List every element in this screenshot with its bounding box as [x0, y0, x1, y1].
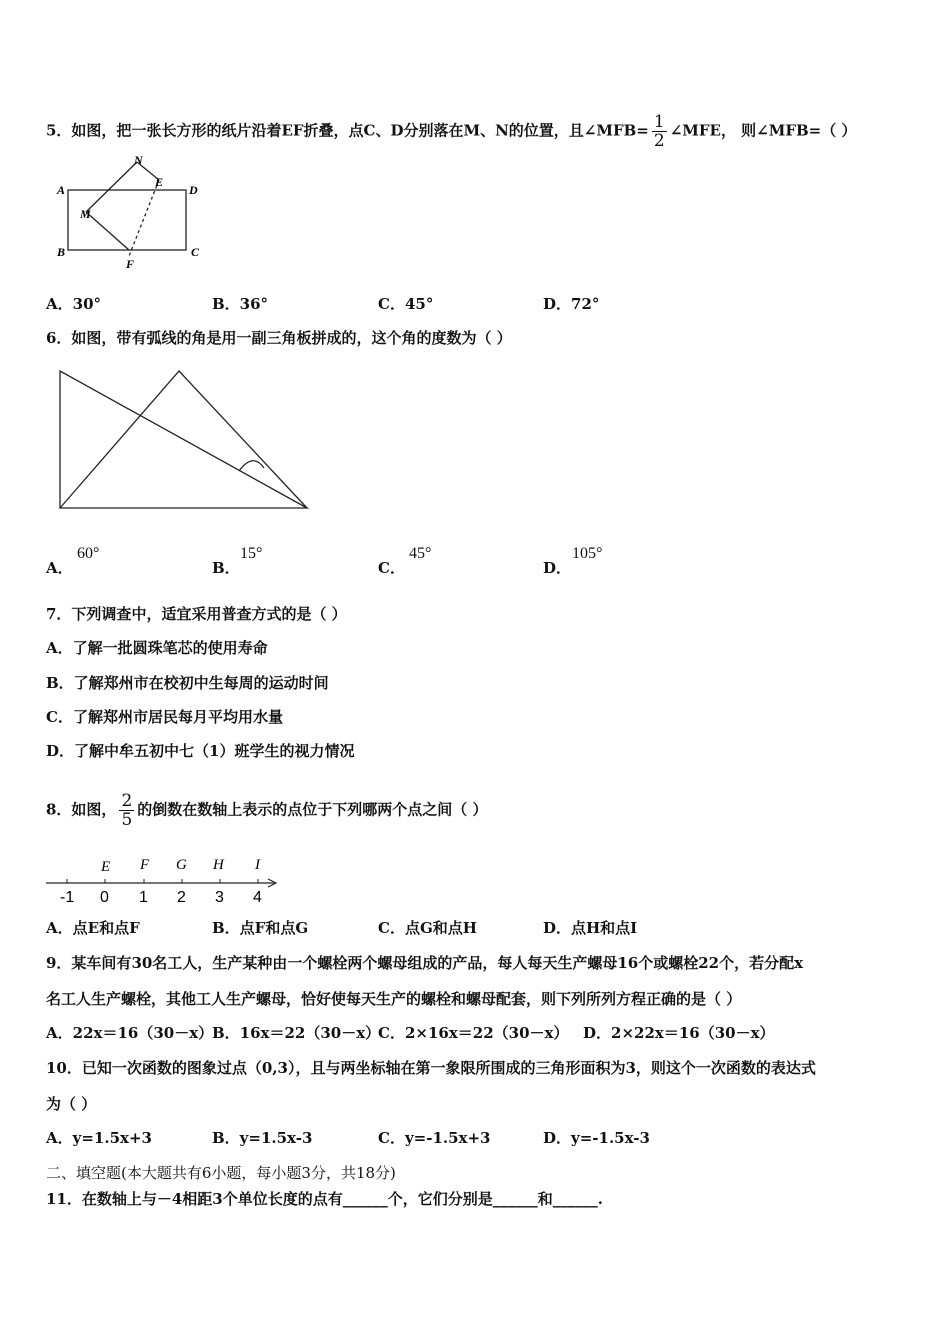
q7-option-a[interactable]: A．了解一批圆珠笔芯的使用寿命	[46, 639, 268, 657]
question-8-stem	[46, 792, 488, 829]
q5-label-c: C	[191, 245, 200, 259]
q6-option-c[interactable]: C．	[378, 559, 405, 577]
q5-option-d[interactable]: D．72°	[543, 295, 600, 313]
q8-option-d[interactable]: D．点H和点I	[543, 919, 638, 937]
q8-frac-num: 2	[121, 791, 133, 811]
section-2-heading: 二、填空题(本大题共有6小题，每小题3分，共18分)	[46, 1164, 396, 1182]
q9-option-a[interactable]: A．22x＝16（30－x）	[46, 1024, 214, 1042]
q5-text-after: ∠MFE， 则∠MFB=（ ）	[669, 121, 857, 140]
question-9-stem-line2: 名工人生产螺栓，其他工人生产螺母，恰好使每天生产的螺栓和螺母配套，则下列所列方程正确的是（ ）	[46, 990, 742, 1008]
q5-label-m: M	[80, 207, 91, 221]
q6-option-b-value: 15°	[240, 545, 263, 562]
q8-frac-den: 5	[121, 810, 133, 830]
question-5-stem	[46, 113, 856, 150]
q5-text-before: 5．如图，把一张长方形的纸片沿着EF折叠，点C、D分别落在M、N的位置，且∠MFB=	[46, 121, 649, 140]
q8-option-a[interactable]: A．点E和点F	[46, 919, 140, 937]
question-10-stem-line2: 为（ ）	[46, 1095, 97, 1113]
q9-option-d[interactable]: D．2×22x＝16（30－x）	[583, 1024, 775, 1042]
q7-option-d[interactable]: D．了解中牟五初中七（1）班学生的视力情况	[46, 742, 355, 760]
q5-line-mn	[86, 162, 137, 212]
q5-label-f: F	[126, 257, 135, 271]
q8-letter-f: F	[140, 857, 150, 873]
q8-option-b[interactable]: B．点F和点G	[212, 919, 309, 937]
question-9-stem-line1: 9．某车间有30名工人，生产某种由一个螺栓两个螺母组成的产品，每人每天生产螺母16个或螺栓22个，若分配x	[46, 954, 804, 972]
q6-option-b[interactable]: B．	[212, 559, 240, 577]
q5-fold-line-ef	[129, 180, 159, 256]
question-7-stem: 7．下列调查中，适宜采用普查方式的是（ ）	[46, 605, 347, 623]
q5-frac-den: 2	[653, 131, 665, 151]
q6-triangle-1	[60, 371, 307, 508]
q7-option-b[interactable]: B．了解郑州市在校初中生每周的运动时间	[46, 674, 329, 692]
q6-option-d-value: 105°	[572, 545, 603, 562]
question-6-stem: 6．如图，带有弧线的角是用一副三角板拼成的，这个角的度数为（ ）	[46, 329, 512, 347]
q8-num-2: 2	[177, 889, 186, 906]
q5-line-mf	[86, 212, 129, 250]
question-10-stem-line1: 10．已知一次函数的图象过点（0,3），且与两坐标轴在第一象限所围成的三角形面积为3，则这个一次函数的表达式	[46, 1059, 816, 1077]
q8-text-before: 8．如图，	[46, 800, 117, 819]
q8-letter-g: G	[176, 857, 187, 873]
q10-option-d[interactable]: D．y=-1.5x-3	[543, 1129, 650, 1147]
q9-option-b[interactable]: B．16x＝22（30－x）	[212, 1024, 381, 1042]
q8-num-1: 1	[139, 889, 148, 906]
q5-label-a: A	[57, 183, 66, 197]
q10-option-c[interactable]: C．y=-1.5x+3	[378, 1129, 491, 1147]
q7-option-c[interactable]: C．了解郑州市居民每月平均用水量	[46, 708, 283, 726]
q6-triangle-set-figure	[55, 366, 315, 516]
q5-label-d: D	[189, 183, 198, 197]
q8-text-after: 的倒数在数轴上表示的点位于下列哪两个点之间（ ）	[137, 800, 488, 819]
q6-option-a[interactable]: A．	[46, 559, 73, 577]
q8-number-line-figure	[40, 852, 290, 907]
q5-folded-rectangle-figure	[52, 152, 212, 272]
q8-letter-i: I	[255, 857, 260, 873]
q6-angle-arc	[239, 461, 264, 471]
q5-label-b: B	[57, 245, 66, 259]
q5-fraction	[652, 113, 667, 150]
q8-letter-h: H	[213, 857, 224, 873]
q5-label-e: E	[155, 175, 164, 189]
q5-option-c[interactable]: C．45°	[378, 295, 434, 313]
q6-option-a-value: 60°	[77, 545, 100, 562]
q9-option-c[interactable]: C．2×16x＝22（30－x）	[378, 1024, 569, 1042]
q6-option-d[interactable]: D．	[543, 559, 572, 577]
q5-option-b[interactable]: B．36°	[212, 295, 269, 313]
q5-option-a[interactable]: A．30°	[46, 295, 102, 313]
q8-option-c[interactable]: C．点G和点H	[378, 919, 477, 937]
q10-option-b[interactable]: B．y=1.5x-3	[212, 1129, 313, 1147]
q8-num-4: 4	[253, 889, 262, 906]
q10-option-a[interactable]: A．y=1.5x+3	[46, 1129, 152, 1147]
q5-frac-num: 1	[653, 112, 665, 132]
q6-option-c-value: 45°	[409, 545, 432, 562]
question-11-stem: 11．在数轴上与－4相距3个单位长度的点有______个，它们分别是______和______.	[46, 1190, 603, 1208]
q5-label-n: N	[134, 153, 143, 167]
q8-num-3: 3	[215, 889, 224, 906]
q8-letter-e: E	[101, 859, 111, 875]
q8-num-minus1: -1	[60, 889, 75, 906]
q8-fraction	[119, 792, 134, 829]
q8-num-0: 0	[100, 889, 109, 906]
